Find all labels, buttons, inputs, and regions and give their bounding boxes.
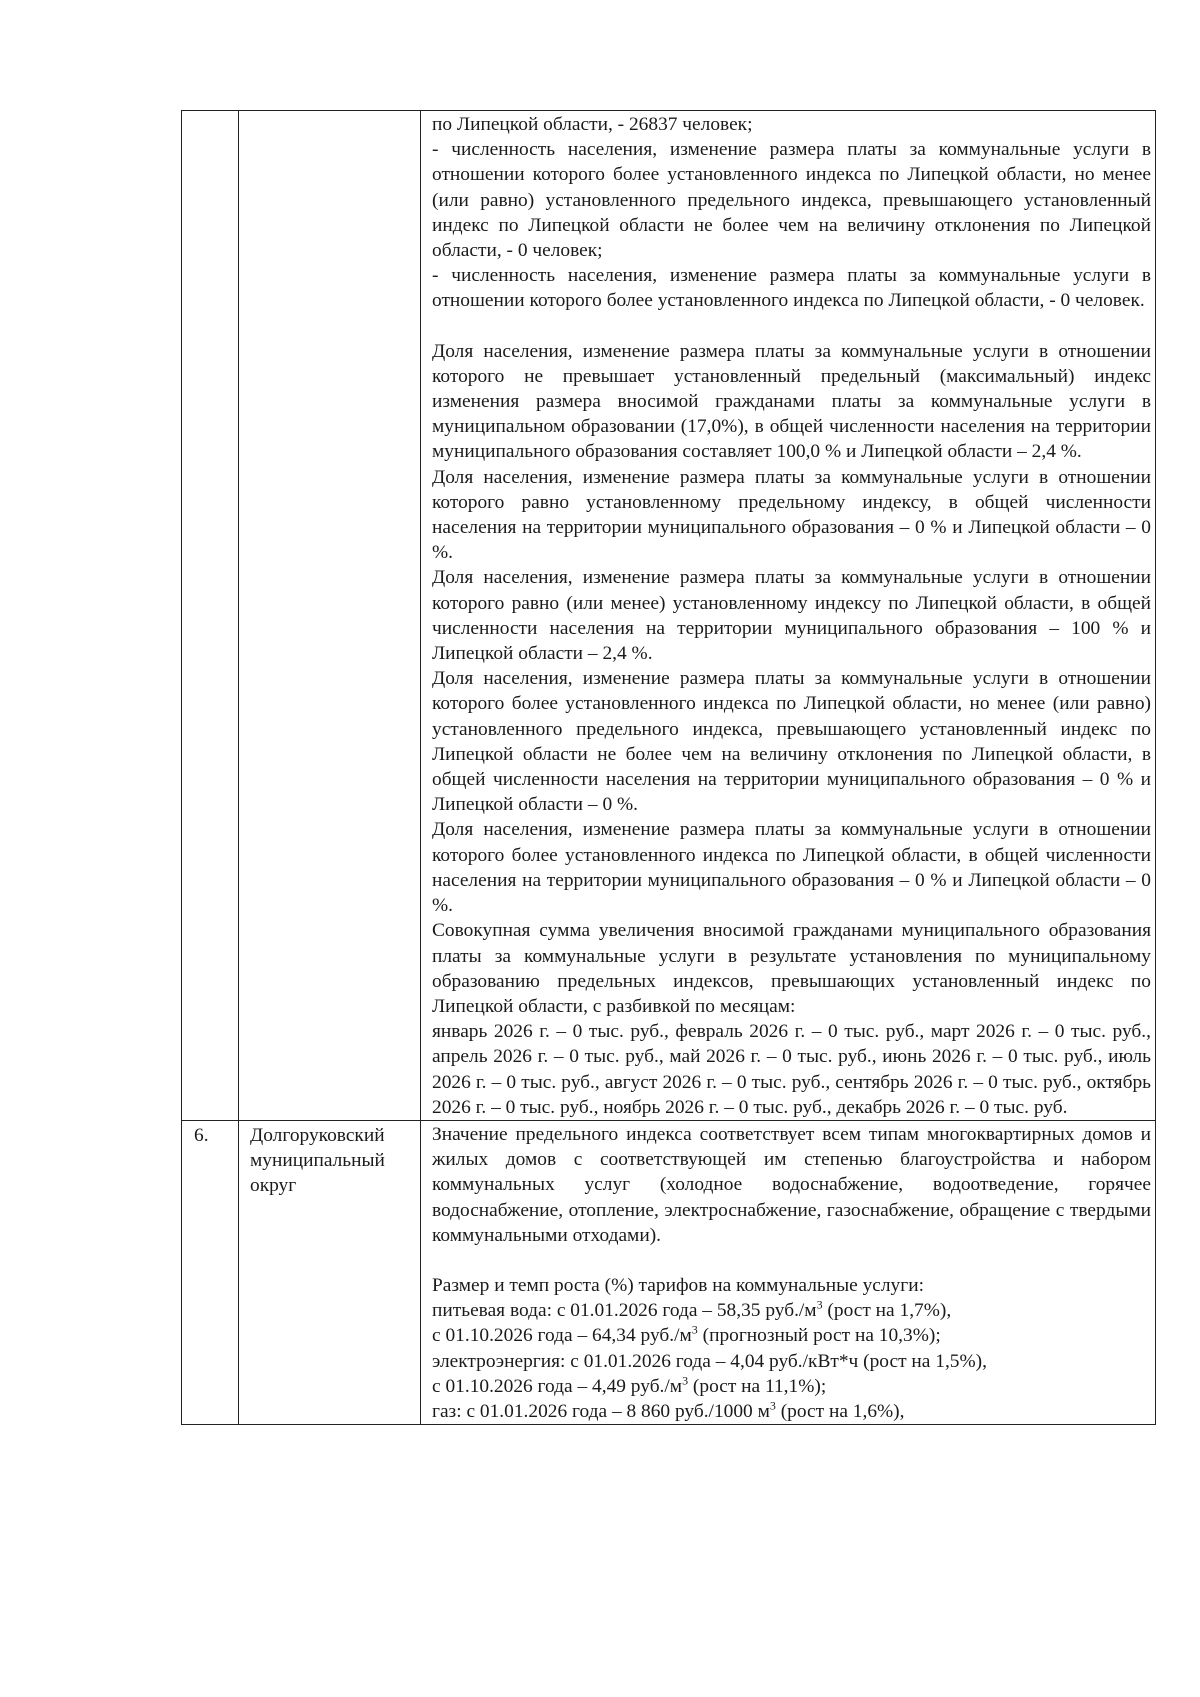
number-cell-empty bbox=[182, 111, 239, 1121]
tariff-line: электроэнергия: с 01.01.2026 года – 4,04 руб./кВт*ч (рост на 1,5%), bbox=[432, 1350, 987, 1372]
tariff-line: с 01.10.2026 года – 64,34 $руб./м^3$ (прогнозный рост на 10,3%); bbox=[432, 1322, 941, 1347]
paragraph-monthly-breakdown: январь 2026 г. – 0 тыс. руб., февраль 2026 г. – 0 тыс. руб., март 2026 г. – 0 тыс. руб., апрель 2026 г. – 0 тыс. руб., май 2026 г. – 0 тыс. руб., июнь 2026 г. – 0 тыс. руб., июль 2026 г. – 0 тыс. руб., август 2026 г. – 0 тыс. руб., сентябрь 2026 г. – 0 тыс. руб., октябрь 2026 г. – 0 тыс. руб., ноябрь 2026 г. – 0 тыс. руб., декабрь 2026 г. – 0 тыс. руб. bbox=[432, 1021, 1151, 1118]
municipality-name-line: округ bbox=[250, 1175, 297, 1197]
paragraph-population-between: - численность населения, изменение размера платы за коммунальные услуги в отношении которого более установленного индекса по Липецкой области, но менее (или равно) установленного предельного индекса, превышающего установленный индекс по Липецкой области не более чем на величину отклонения по Липецкой области, - 0 человек; bbox=[432, 139, 1151, 262]
content-cell-continued bbox=[421, 111, 1156, 1121]
paragraph-population-limit: по Липецкой области, - 26837 человек; bbox=[432, 114, 753, 135]
paragraph-share-equal-limit: Доля населения, изменение размера платы за коммунальные услуги в отношении которого равно установленному предельному индексу, в общей численности населения на территории муниципального образования – 0 % и Липецкой области – 0 %. bbox=[432, 466, 1151, 564]
content-cell bbox=[421, 1120, 1156, 1424]
row-number: 6. bbox=[194, 1124, 209, 1146]
paragraph-index-applicability: Значение предельного индекса соответствует всем типам многоквартирных домов и жилых домов с соответствующей им степенью благоустройства и набором коммунальных услуг (холодное водоснабжение, водоотведение, горячее водоснабжение, отопление, электроснабжение, газоснабжение, обращение с твердыми коммунальными отходами). bbox=[432, 1123, 1151, 1246]
paragraph-share-above: Доля населения, изменение размера платы за коммунальные услуги в отношении которого более установленного индекса по Липецкой области, в общей численности населения на территории муниципального образования – 0 % и Липецкой области – 0 %. bbox=[432, 819, 1151, 917]
paragraph-share-equal-or-less: Доля населения, изменение размера платы за коммунальные услуги в отношении которого равно (или менее) установленному индексу по Липецкой области, в общей численности населения на территории муниципального образования – 100 % и Липецкой области – 2,4 %. bbox=[432, 567, 1151, 665]
tariff-line: питьевая вода: с 01.01.2026 года – 58,35 $руб./м^3$ (рост на 1,7%), bbox=[432, 1297, 952, 1322]
tariff-line: с 01.10.2026 года – 4,49 $руб./м^3$ (рост на 11,1%); bbox=[432, 1373, 827, 1397]
municipality-name-line: муниципальный bbox=[250, 1150, 385, 1172]
paragraph-total-sum: Совокупная сумма увеличения вносимой гражданами муниципального образования платы за коммунальные услуги в результате установления по муниципальному образованию предельных индексов, превышающих установленный индекс по Липецкой области, с разбивкой по месяцам: bbox=[432, 920, 1151, 1017]
document-table bbox=[181, 110, 1156, 1425]
spacer bbox=[432, 1248, 1151, 1273]
municipality-name-line: Долгоруковский bbox=[250, 1124, 385, 1146]
name-cell bbox=[239, 1120, 421, 1424]
table-row-6 bbox=[182, 1120, 1156, 1424]
tariff-line: газ: с 01.01.2026 года – 8 860 руб./1000 $м^3$ (рост на 1,6%), bbox=[432, 1398, 905, 1422]
paragraph-share-between: Доля населения, изменение размера платы за коммунальные услуги в отношении которого более установленного индекса по Липецкой области, но менее (или равно) установленного предельного индекса, превышающего установленный индекс по Липецкой области не более чем на величину отклонения по Липецкой области, в общей численности населения на территории муниципального образования – 0 % и Липецкой области – 0 %. bbox=[432, 668, 1151, 816]
spacer bbox=[432, 314, 1151, 339]
number-cell bbox=[182, 1120, 239, 1424]
tariffs-heading: Размер и темп роста (%) тарифов на коммунальные услуги: bbox=[432, 1274, 924, 1296]
table-row-continued bbox=[182, 111, 1156, 1121]
paragraph-population-above: - численность населения, изменение размера платы за коммунальные услуги в отношении которого более установленного индекса по Липецкой области, - 0 человек. bbox=[432, 265, 1151, 312]
paragraph-share-not-exceeding: Доля населения, изменение размера платы за коммунальные услуги в отношении которого не превышает установленный предельный (максимальный) индекс изменения размера вносимой гражданами платы за коммунальные услуги в муниципальном образовании (17,0%), в общей численности населения на территории муниципального образования составляет 100,0 % и Липецкой области – 2,4 %. bbox=[432, 340, 1151, 463]
name-cell-empty bbox=[239, 111, 421, 1121]
